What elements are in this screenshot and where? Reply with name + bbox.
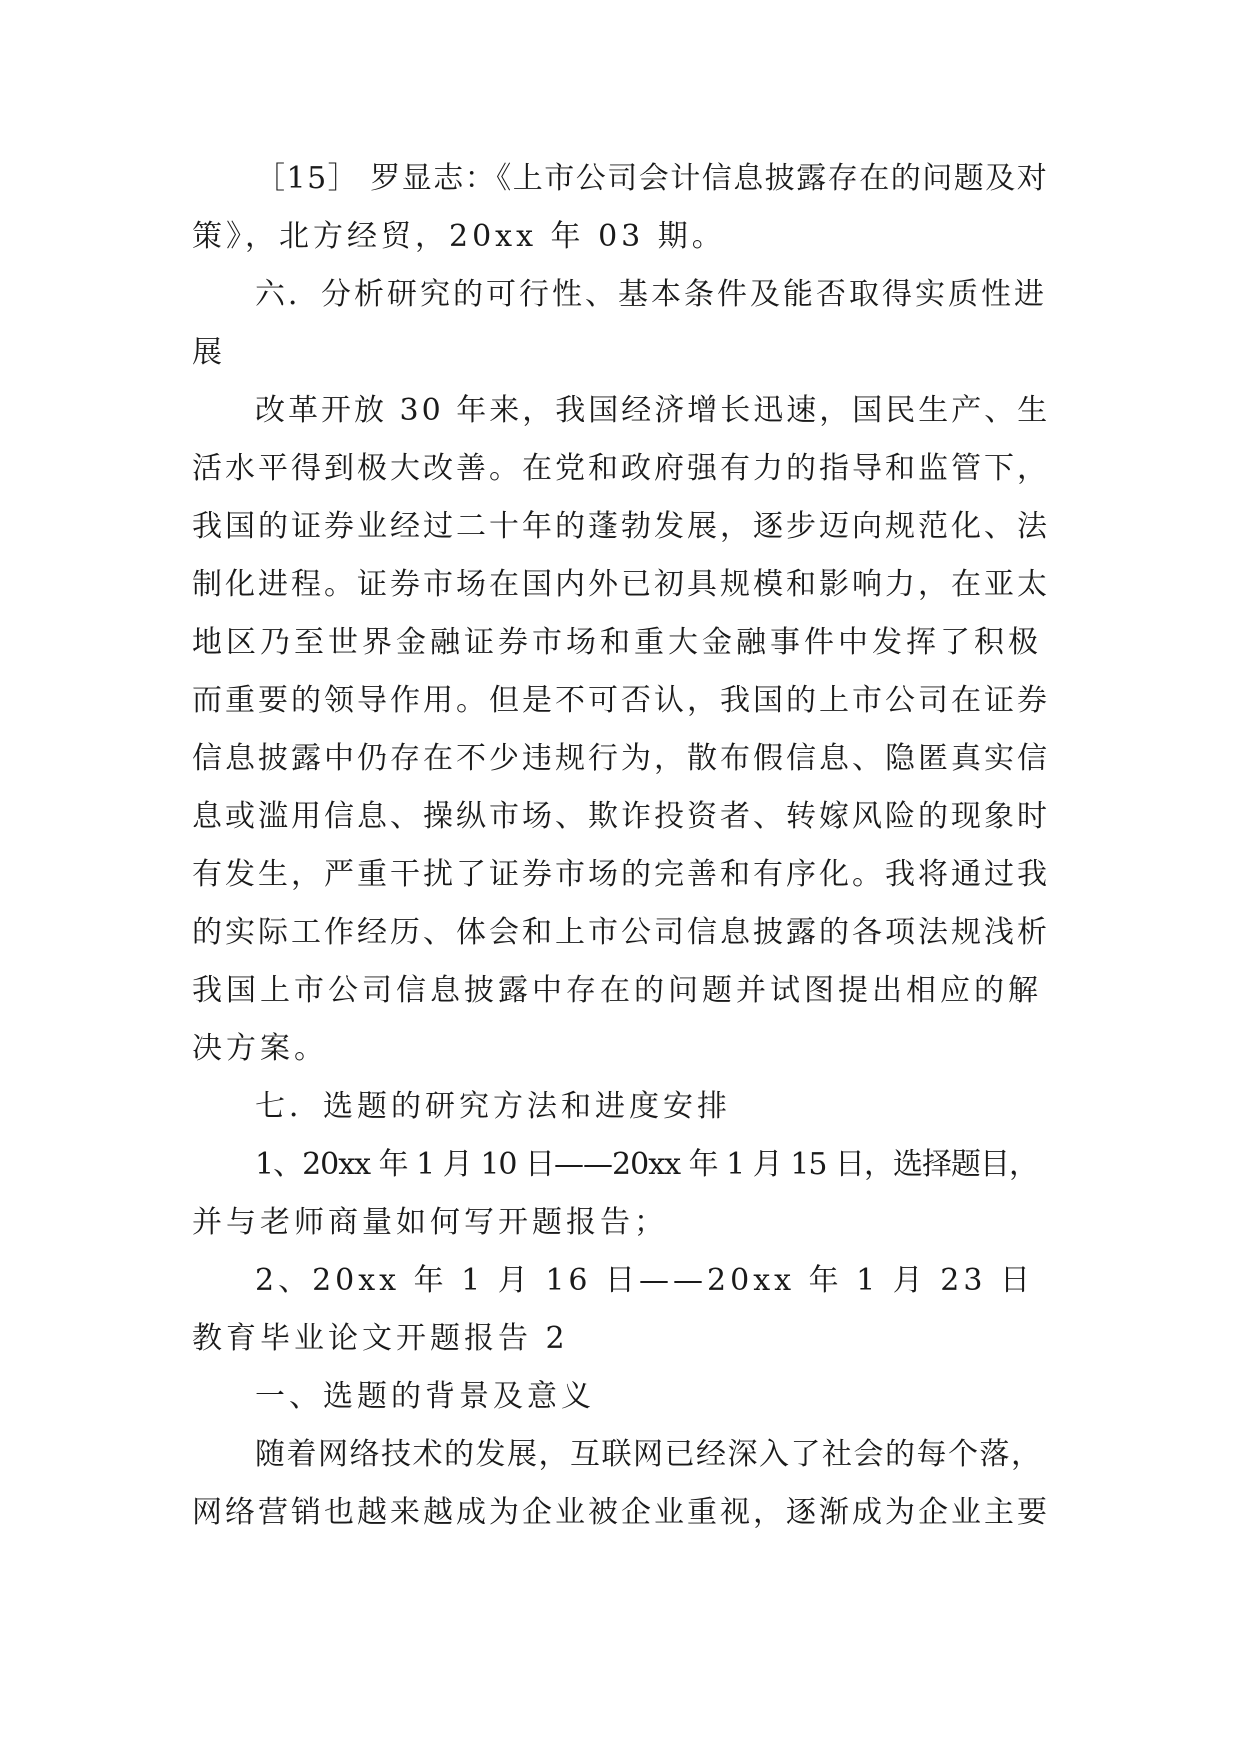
section-heading: 七．选题的研究方法和进度安排 (255, 1089, 731, 1124)
text-line: ［15］ 罗显志：《上市公司会计信息披露存在的问题及对 (255, 161, 1049, 196)
section-heading: 一、选题的背景及意义 (255, 1379, 595, 1414)
text-line: 随着网络技术的发展，互联网已经深入了社会的每个落， (255, 1437, 1043, 1472)
text-line: 信息披露中仍存在不少违规行为，散布假信息、隐匿真实信 (192, 741, 1050, 776)
text-line: 地区乃至世界金融证券市场和重大金融事件中发挥了积极 (192, 625, 1042, 660)
document-title: 教育毕业论文开题报告 2 (192, 1321, 569, 1356)
text-line: 改革开放 30 年来，我国经济增长迅速，国民生产、生 (255, 393, 1051, 428)
text-line: 决方案。 (192, 1031, 328, 1066)
section-heading: 六．分析研究的可行性、基本条件及能否取得实质性进 (255, 277, 1047, 312)
text-line: 有发生，严重干扰了证券市场的完善和有序化。我将通过我 (192, 857, 1050, 892)
text-line: 我国的证券业经过二十年的蓬勃发展，逐步迈向规范化、法 (192, 509, 1050, 544)
text-line: 2、20xx 年 1 月 16 日——20xx 年 1 月 23 日 (255, 1263, 1034, 1298)
text-line: 策》，北方经贸，20xx 年 03 期。 (192, 219, 726, 254)
text-line: 网络营销也越来越成为企业被企业重视，逐渐成为企业主要 (192, 1495, 1050, 1530)
text-line: 1、20xx 年 1 月 10 日——20xx 年 1 月 15 日，选择题目， (255, 1147, 1038, 1182)
text-line: 而重要的领导作用。但是不可否认，我国的上市公司在证券 (192, 683, 1050, 718)
section-heading-continued: 展 (192, 335, 226, 370)
text-line: 活水平得到极大改善。在党和政府强有力的指导和监管下， (192, 451, 1050, 486)
text-line: 制化进程。证券市场在国内外已初具规模和影响力，在亚太 (192, 567, 1050, 602)
text-line: 我国上市公司信息披露中存在的问题并试图提出相应的解 (192, 973, 1042, 1008)
text-line: 息或滥用信息、操纵市场、欺诈投资者、转嫁风险的现象时 (192, 799, 1050, 834)
text-line: 的实际工作经历、体会和上市公司信息披露的各项法规浅析 (192, 915, 1050, 950)
text-line: 并与老师商量如何写开题报告； (192, 1205, 668, 1240)
document-page (192, 150, 1052, 1542)
